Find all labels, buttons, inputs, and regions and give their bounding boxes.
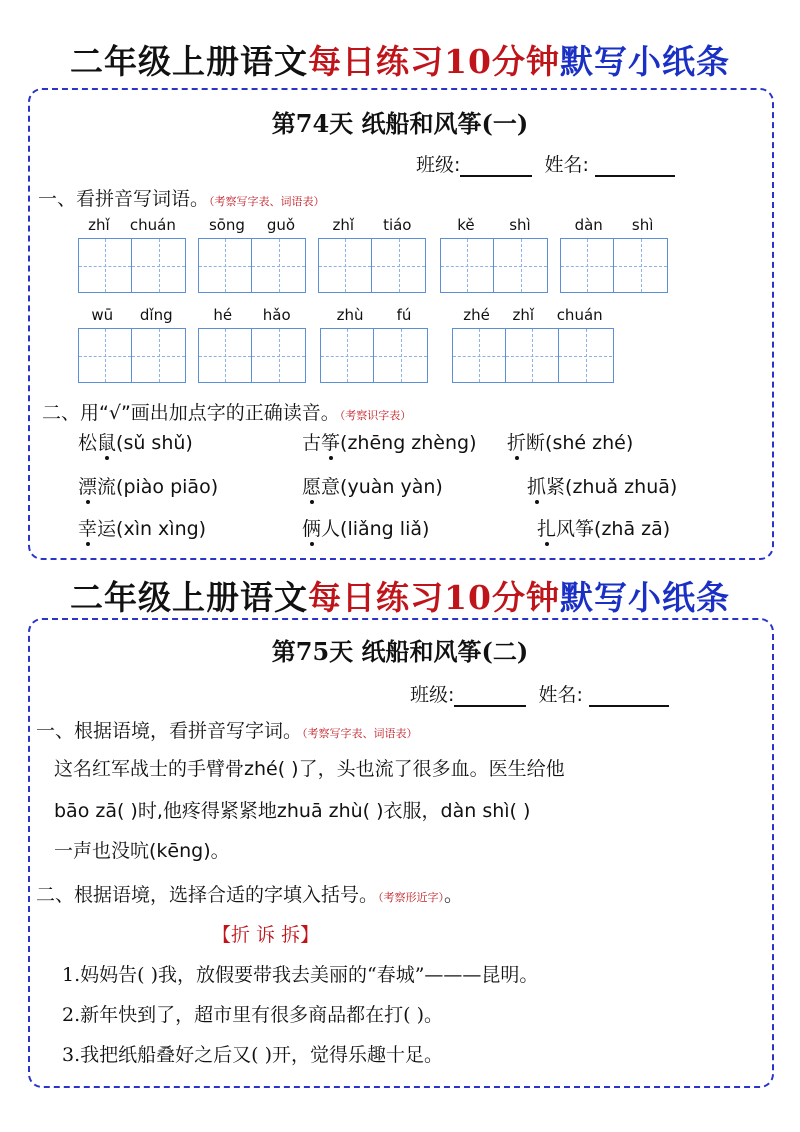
- pinyin-group-he-hao: [198, 306, 306, 383]
- pinyin-syllable: shì: [631, 216, 654, 234]
- char: 断: [526, 432, 546, 454]
- reading-item[interactable]: [527, 472, 677, 499]
- pinyin-syllable: hé: [213, 306, 233, 324]
- banner-part3: 默写小纸条: [559, 578, 730, 617]
- q2-tail: 。: [444, 884, 464, 906]
- q1-note: （考察写字表、词语表）: [302, 727, 418, 740]
- reading-item[interactable]: [507, 428, 633, 455]
- card1-title: 第74天 纸船和风筝(一): [271, 109, 529, 138]
- name-blank[interactable]: [595, 157, 675, 177]
- dotted-char: 鼠: [97, 428, 116, 455]
- pinyin-syllable: fú: [396, 306, 412, 324]
- card2-q1-heading: [36, 716, 418, 743]
- card2-title: 第75天 纸船和风筝(二): [271, 637, 529, 666]
- reading-options: (zhuǎ zhuā): [565, 476, 678, 498]
- pinyin-syllable: guǒ: [266, 216, 296, 234]
- reading-item[interactable]: [302, 428, 477, 455]
- banner-part1: 二年级上册语文: [70, 42, 309, 81]
- writing-grid[interactable]: [198, 238, 306, 293]
- writing-grid[interactable]: [198, 328, 306, 383]
- choice-characters: 【折 诉 拆】: [212, 924, 320, 946]
- passage-line-3: 一声也没吭(kēng)。: [54, 840, 230, 862]
- grid-cell[interactable]: [79, 239, 132, 292]
- grid-cell[interactable]: [374, 329, 427, 382]
- pinyin-syllable: zhǐ: [332, 216, 355, 234]
- pinyin-group-zhe-zhi-chuan: [452, 306, 614, 383]
- reading-item[interactable]: [302, 514, 429, 541]
- grid-cell[interactable]: [561, 239, 614, 292]
- pinyin-group-ke-shi: [440, 216, 548, 293]
- grid-cell[interactable]: [506, 329, 559, 382]
- grid-cell[interactable]: [319, 239, 372, 292]
- pinyin-syllable: chuán: [556, 306, 603, 324]
- grid-cell[interactable]: [199, 329, 252, 382]
- banner-middle: [0, 572, 800, 619]
- card1-q2-heading: [42, 398, 411, 425]
- pinyin-group-wu-ding: [78, 306, 186, 383]
- grid-cell[interactable]: [372, 239, 425, 292]
- char: 古: [302, 432, 322, 454]
- char: 风筝: [556, 518, 595, 540]
- q2-heading-text: 二、用“√”画出加点字的正确读音。: [42, 402, 340, 424]
- grid-cell[interactable]: [559, 329, 612, 382]
- name-label: 姓名:: [544, 154, 589, 176]
- char: 运: [97, 518, 117, 540]
- banner-part3: 默写小纸条: [559, 42, 730, 81]
- class-blank[interactable]: [454, 687, 526, 707]
- pinyin-syllable: shì: [509, 216, 531, 234]
- q2-heading-text: 二、根据语境，选择合适的字填入括号。: [36, 884, 379, 906]
- reading-options: (zhēng zhèng): [340, 432, 477, 454]
- grid-cell[interactable]: [132, 329, 185, 382]
- class-label: 班级:: [410, 684, 455, 706]
- writing-grid[interactable]: [320, 328, 428, 383]
- writing-grid[interactable]: [560, 238, 668, 293]
- reading-options: (zhā zā): [594, 518, 671, 540]
- card1-class-name-line: [416, 150, 675, 177]
- reading-options: (piào piāo): [116, 476, 219, 498]
- char: 流: [97, 476, 117, 498]
- q2-note: （考察形近字）: [378, 891, 445, 904]
- banner-top: [0, 36, 800, 83]
- char: 松: [78, 432, 98, 454]
- dotted-char: 俩: [302, 514, 321, 541]
- grid-cell[interactable]: [494, 239, 547, 292]
- q1-heading-text: 一、根据语境，看拼音写字词。: [36, 720, 303, 742]
- pinyin-syllable: sōng: [208, 216, 245, 234]
- pinyin-syllable: zhǐ: [88, 216, 110, 234]
- reading-options: (shé zhé): [545, 432, 634, 454]
- reading-options: (xìn xìng): [116, 518, 207, 540]
- pinyin-syllable: zhù: [336, 306, 364, 324]
- reading-options: (sǔ shǔ): [116, 432, 193, 454]
- reading-options: (yuàn yàn): [340, 476, 443, 498]
- class-label: 班级:: [416, 154, 461, 176]
- char: 意: [321, 476, 341, 498]
- name-blank[interactable]: [589, 687, 669, 707]
- pinyin-syllable: chuán: [129, 216, 176, 234]
- pinyin-syllable: zhé: [463, 306, 490, 324]
- char: 紧: [546, 476, 566, 498]
- pinyin-syllable: wū: [91, 306, 114, 324]
- writing-grid[interactable]: [318, 238, 426, 293]
- dotted-char: 漂: [78, 472, 97, 499]
- card2-q2-heading: [36, 880, 463, 907]
- grid-cell[interactable]: [199, 239, 252, 292]
- dotted-char: 愿: [302, 472, 321, 499]
- reading-options: (liǎng liǎ): [340, 518, 430, 540]
- banner-part1: 二年级上册语文: [70, 578, 309, 617]
- dotted-char: 抓: [527, 472, 546, 499]
- pinyin-syllable: dàn: [574, 216, 603, 234]
- class-blank[interactable]: [460, 157, 532, 177]
- char: 人: [321, 518, 341, 540]
- passage-line-1: 这名红军战士的手臂骨zhé( )了，头也流了很多血。医生给他: [54, 758, 565, 780]
- banner-part2: 每日练习10分钟: [308, 42, 560, 81]
- pinyin-syllable: dǐng: [139, 306, 173, 324]
- writing-grid[interactable]: [78, 238, 186, 293]
- writing-grid[interactable]: [78, 328, 186, 383]
- pinyin-syllable: zhǐ: [512, 306, 535, 324]
- grid-cell[interactable]: [321, 329, 374, 382]
- grid-cell[interactable]: [132, 239, 185, 292]
- grid-cell[interactable]: [441, 239, 494, 292]
- grid-cell[interactable]: [252, 239, 305, 292]
- fill-item-2[interactable]: 2.新年快到了，超市里有很多商品都在打( )。: [62, 1004, 443, 1026]
- card1-q1-heading: [38, 184, 325, 211]
- grid-cell[interactable]: [453, 329, 506, 382]
- writing-grid[interactable]: [440, 238, 548, 293]
- pinyin-group-zhi-chuan: [78, 216, 186, 293]
- pinyin-group-dan-shi: [560, 216, 668, 293]
- q1-note: （考察写字表、词语表）: [209, 195, 325, 208]
- pinyin-syllable: hǎo: [262, 306, 291, 324]
- q1-heading-text: 一、看拼音写词语。: [38, 188, 210, 210]
- card2-class-name-line: [410, 680, 669, 707]
- banner-part2: 每日练习10分钟: [308, 578, 560, 617]
- name-label: 姓名:: [538, 684, 583, 706]
- reading-item[interactable]: [78, 472, 218, 499]
- grid-cell[interactable]: [79, 329, 132, 382]
- pinyin-syllable: kě: [457, 216, 475, 234]
- reading-item[interactable]: [78, 428, 193, 455]
- pinyin-group-zhi-tiao: [318, 216, 426, 293]
- dotted-char: 筝: [321, 428, 340, 455]
- pinyin-group-zhu-fu: [320, 306, 428, 383]
- passage-line-2: bāo zā( )时,他疼得紧紧地zhuā zhù( )衣服，dàn shì( ): [54, 800, 531, 822]
- reading-item[interactable]: [537, 514, 670, 541]
- dotted-char: 扎: [537, 514, 556, 541]
- writing-grid[interactable]: [452, 328, 614, 383]
- reading-item[interactable]: [78, 514, 206, 541]
- grid-cell[interactable]: [614, 239, 667, 292]
- fill-item-1[interactable]: 1.妈妈告( )我，放假要带我去美丽的“春城”———昆明。: [62, 964, 539, 986]
- dotted-char: 折: [507, 428, 526, 455]
- fill-item-3[interactable]: 3.我把纸船叠好之后又( )开，觉得乐趣十足。: [62, 1044, 443, 1066]
- dotted-char: 幸: [78, 514, 97, 541]
- grid-cell[interactable]: [252, 329, 305, 382]
- pinyin-syllable: tiáo: [383, 216, 412, 234]
- q2-note: （考察识字表）: [339, 409, 412, 422]
- reading-item[interactable]: [302, 472, 443, 499]
- pinyin-group-song-guo: [198, 216, 306, 293]
